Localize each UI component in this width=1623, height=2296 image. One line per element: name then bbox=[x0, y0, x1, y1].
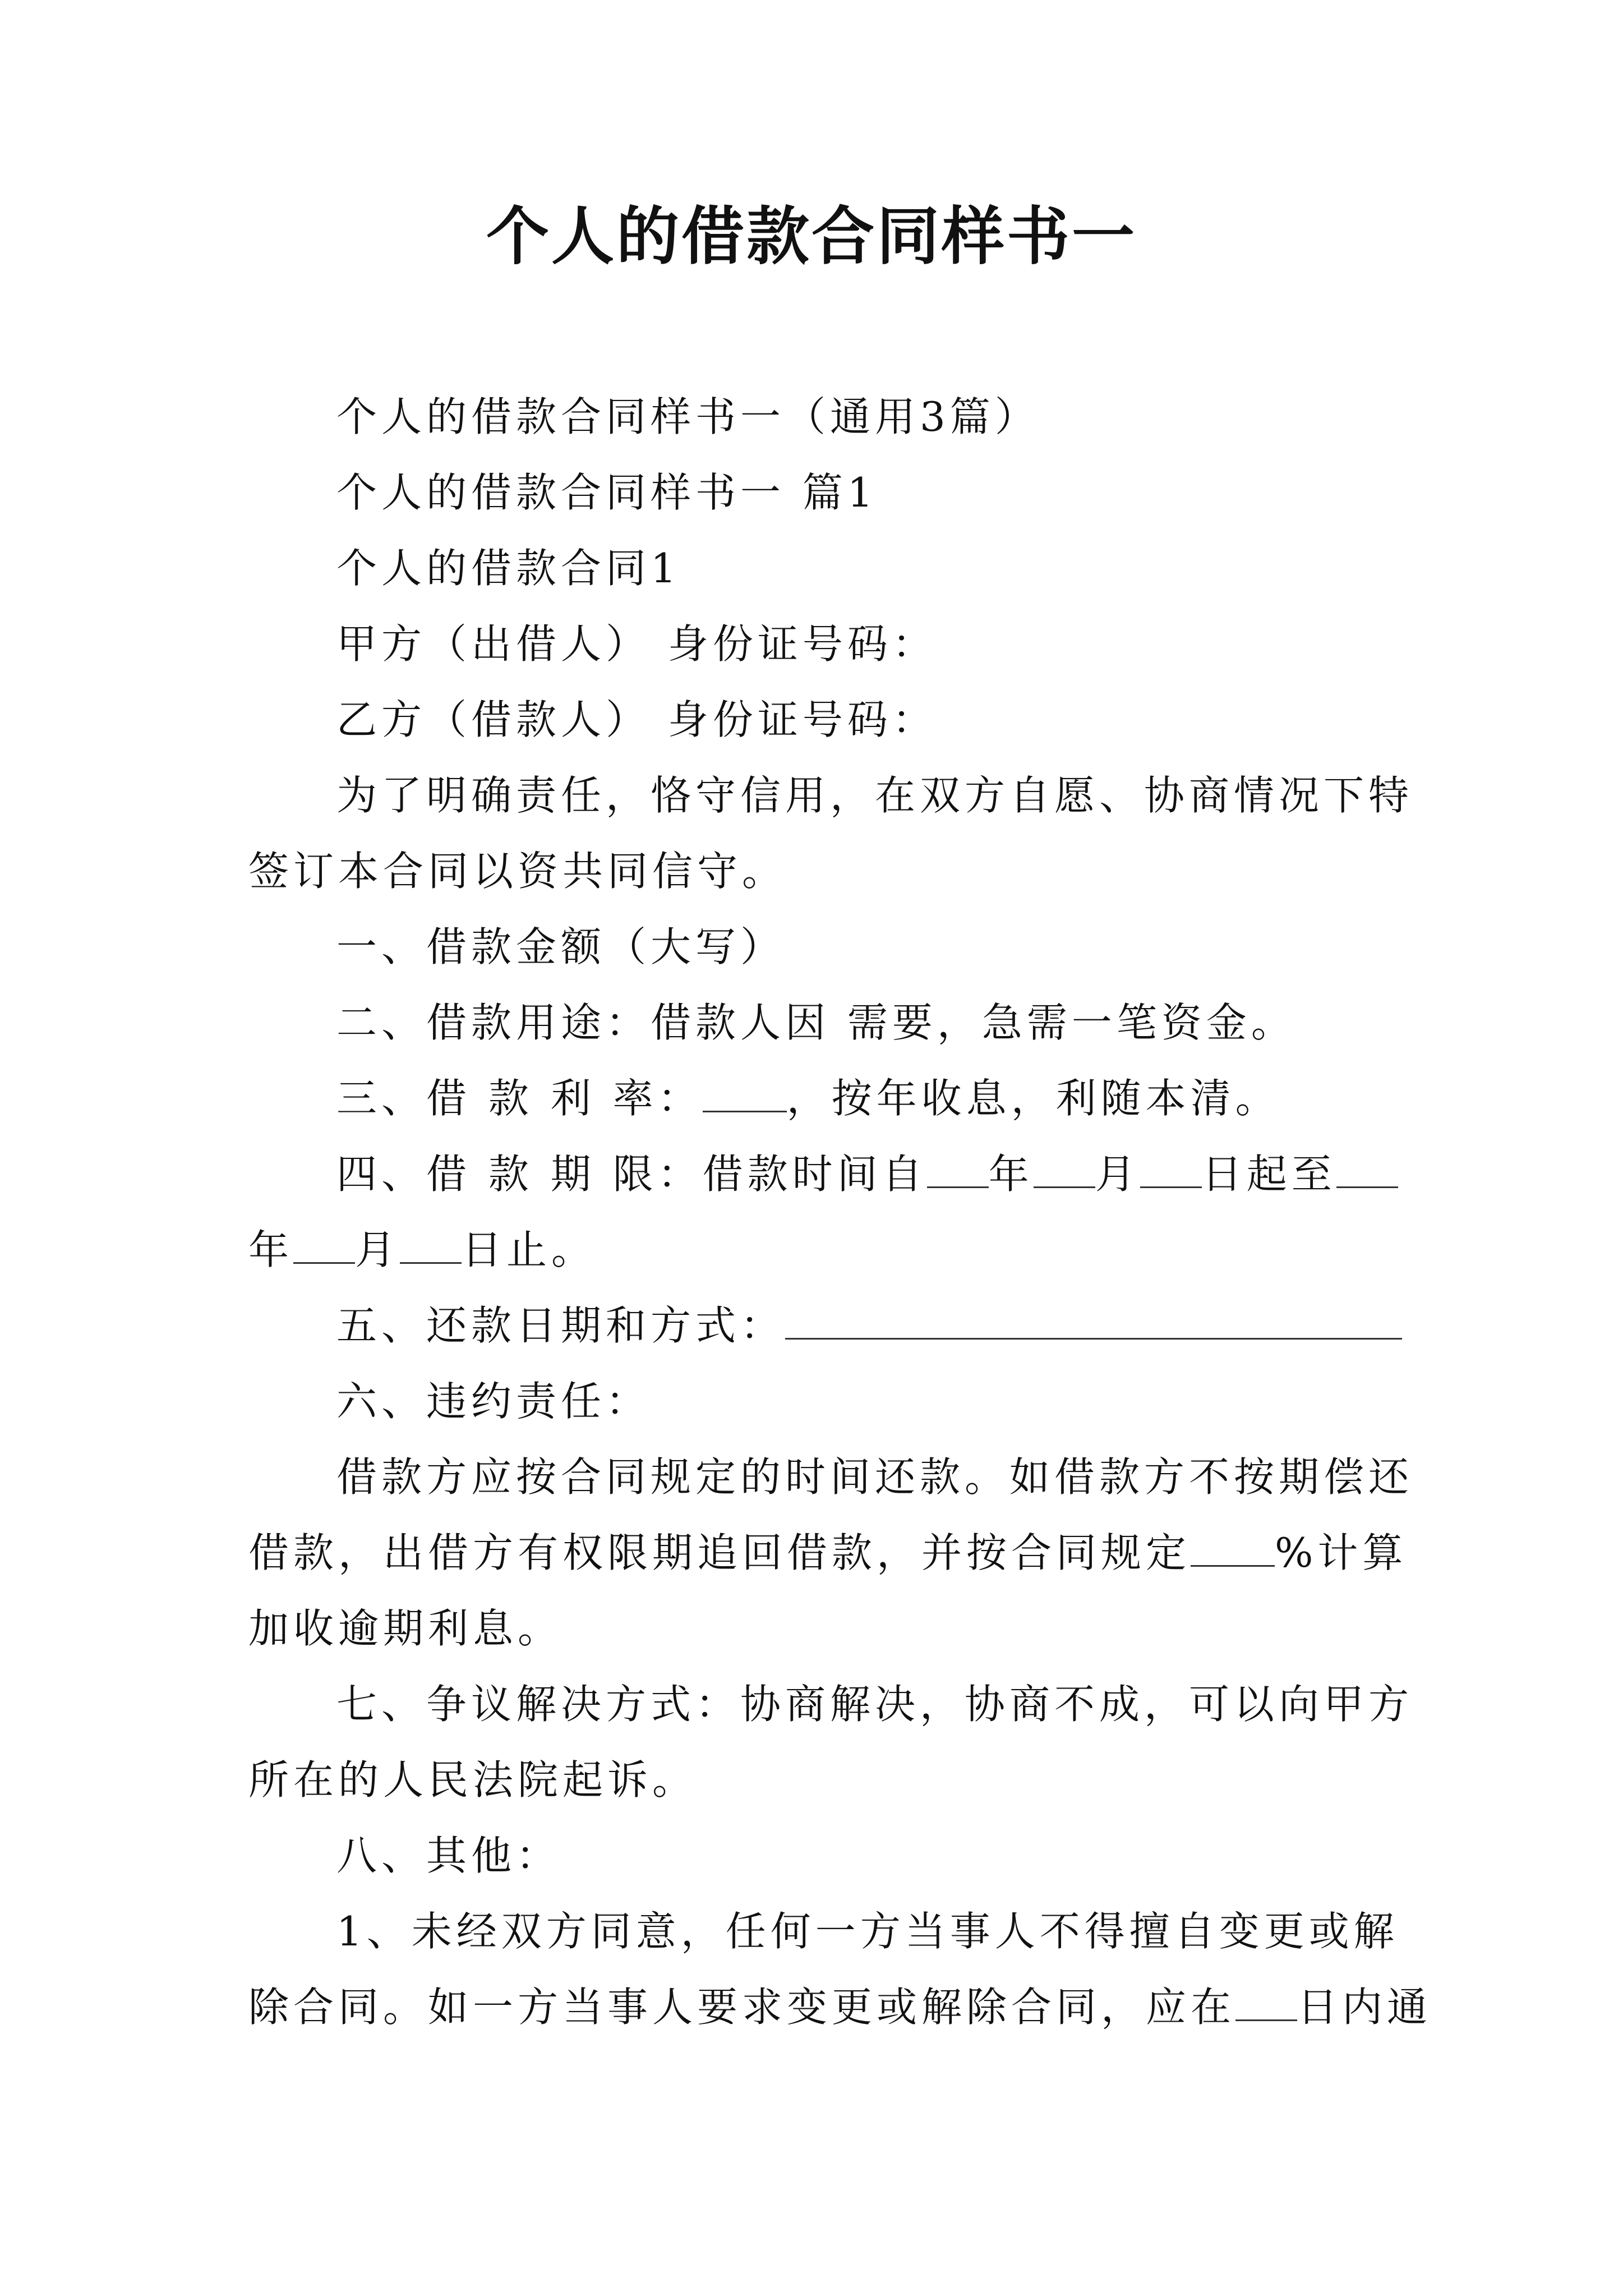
clause-interest-terms: ，按年收息，利随本清。 bbox=[786, 1075, 1280, 1122]
repayment-method-blank bbox=[785, 1299, 1402, 1340]
clause-term-label: 四、借 款 期 限：借款时间自 bbox=[336, 1151, 927, 1198]
start-year-blank bbox=[927, 1147, 989, 1188]
month-text: 月 bbox=[1095, 1151, 1140, 1198]
liability-text: 借款，出借方有权限期追回借款，并按合同规定 bbox=[248, 1529, 1191, 1576]
clause-dispute-line-2: 所在的人民法院起诉。 bbox=[248, 1756, 698, 1803]
year-text: 年 bbox=[988, 1151, 1034, 1198]
end-month-blank bbox=[293, 1223, 355, 1264]
preamble-line-2: 签订本合同以资共同信守。 bbox=[248, 848, 787, 895]
other-item-tail: 日内通 bbox=[1297, 1984, 1432, 2031]
document-title: 个人的借款合同样书一 bbox=[486, 200, 1137, 273]
party-b-line: 乙方（借款人） 身份证号码： bbox=[336, 696, 937, 743]
contract-name: 个人的借款合同1 bbox=[336, 545, 681, 592]
clause-purpose: 二、借款用途：借款人因 需要，急需一笔资金。 bbox=[336, 999, 1296, 1046]
clause-other: 八、其他： bbox=[336, 1832, 561, 1879]
interest-rate-blank bbox=[703, 1071, 787, 1112]
liability-text-line-2 bbox=[248, 1525, 1407, 1581]
subtitle-line: 个人的借款合同样书一（通用3篇） bbox=[336, 393, 1040, 440]
clause-interest-label: 三、借 款 利 率： bbox=[336, 1075, 703, 1122]
section-heading: 个人的借款合同样书一 篇1 bbox=[336, 469, 878, 516]
clause-repayment bbox=[336, 1297, 1402, 1354]
notice-days-blank bbox=[1235, 1980, 1297, 2021]
clause-repayment-label: 五、还款日期和方式： bbox=[336, 1302, 786, 1349]
clause-amount: 一、借款金额（大写） bbox=[336, 923, 786, 970]
penalty-rate-blank bbox=[1191, 1526, 1275, 1567]
preamble-line-1: 为了明确责任，恪守信用，在双方自愿、协商情况下特 bbox=[336, 772, 1414, 819]
day-end-text: 日止。 bbox=[462, 1226, 597, 1273]
end-day-blank bbox=[400, 1223, 462, 1264]
day-text: 日起至 bbox=[1201, 1151, 1336, 1198]
liability-text-line-1: 借款方应按合同规定的时间还款。如借款方不按期偿还 bbox=[336, 1453, 1414, 1501]
end-year-blank bbox=[1336, 1147, 1398, 1188]
percent-text: %计算 bbox=[1275, 1529, 1408, 1576]
clause-dispute-line-1: 七、争议解决方式：协商解决，协商不成，可以向甲方 bbox=[336, 1681, 1414, 1728]
other-item-1-line-1: 1、未经双方同意，任何一方当事人不得擅自变更或解 bbox=[336, 1908, 1399, 1955]
other-item-text: 除合同。如一方当事人要求变更或解除合同，应在 bbox=[248, 1984, 1236, 2031]
clause-liability: 六、违约责任： bbox=[336, 1378, 651, 1425]
other-item-1-line-2 bbox=[248, 1979, 1432, 2035]
start-day-blank bbox=[1140, 1147, 1202, 1188]
clause-interest bbox=[336, 1070, 1280, 1126]
month-text: 月 bbox=[355, 1226, 400, 1273]
clause-term-line-2 bbox=[248, 1222, 596, 1278]
year-text: 年 bbox=[248, 1226, 294, 1273]
liability-text-line-3: 加收逾期利息。 bbox=[248, 1605, 563, 1652]
start-month-blank bbox=[1034, 1147, 1095, 1188]
party-a-line: 甲方（出借人） 身份证号码： bbox=[336, 620, 937, 668]
clause-term-line-1 bbox=[336, 1146, 1398, 1202]
